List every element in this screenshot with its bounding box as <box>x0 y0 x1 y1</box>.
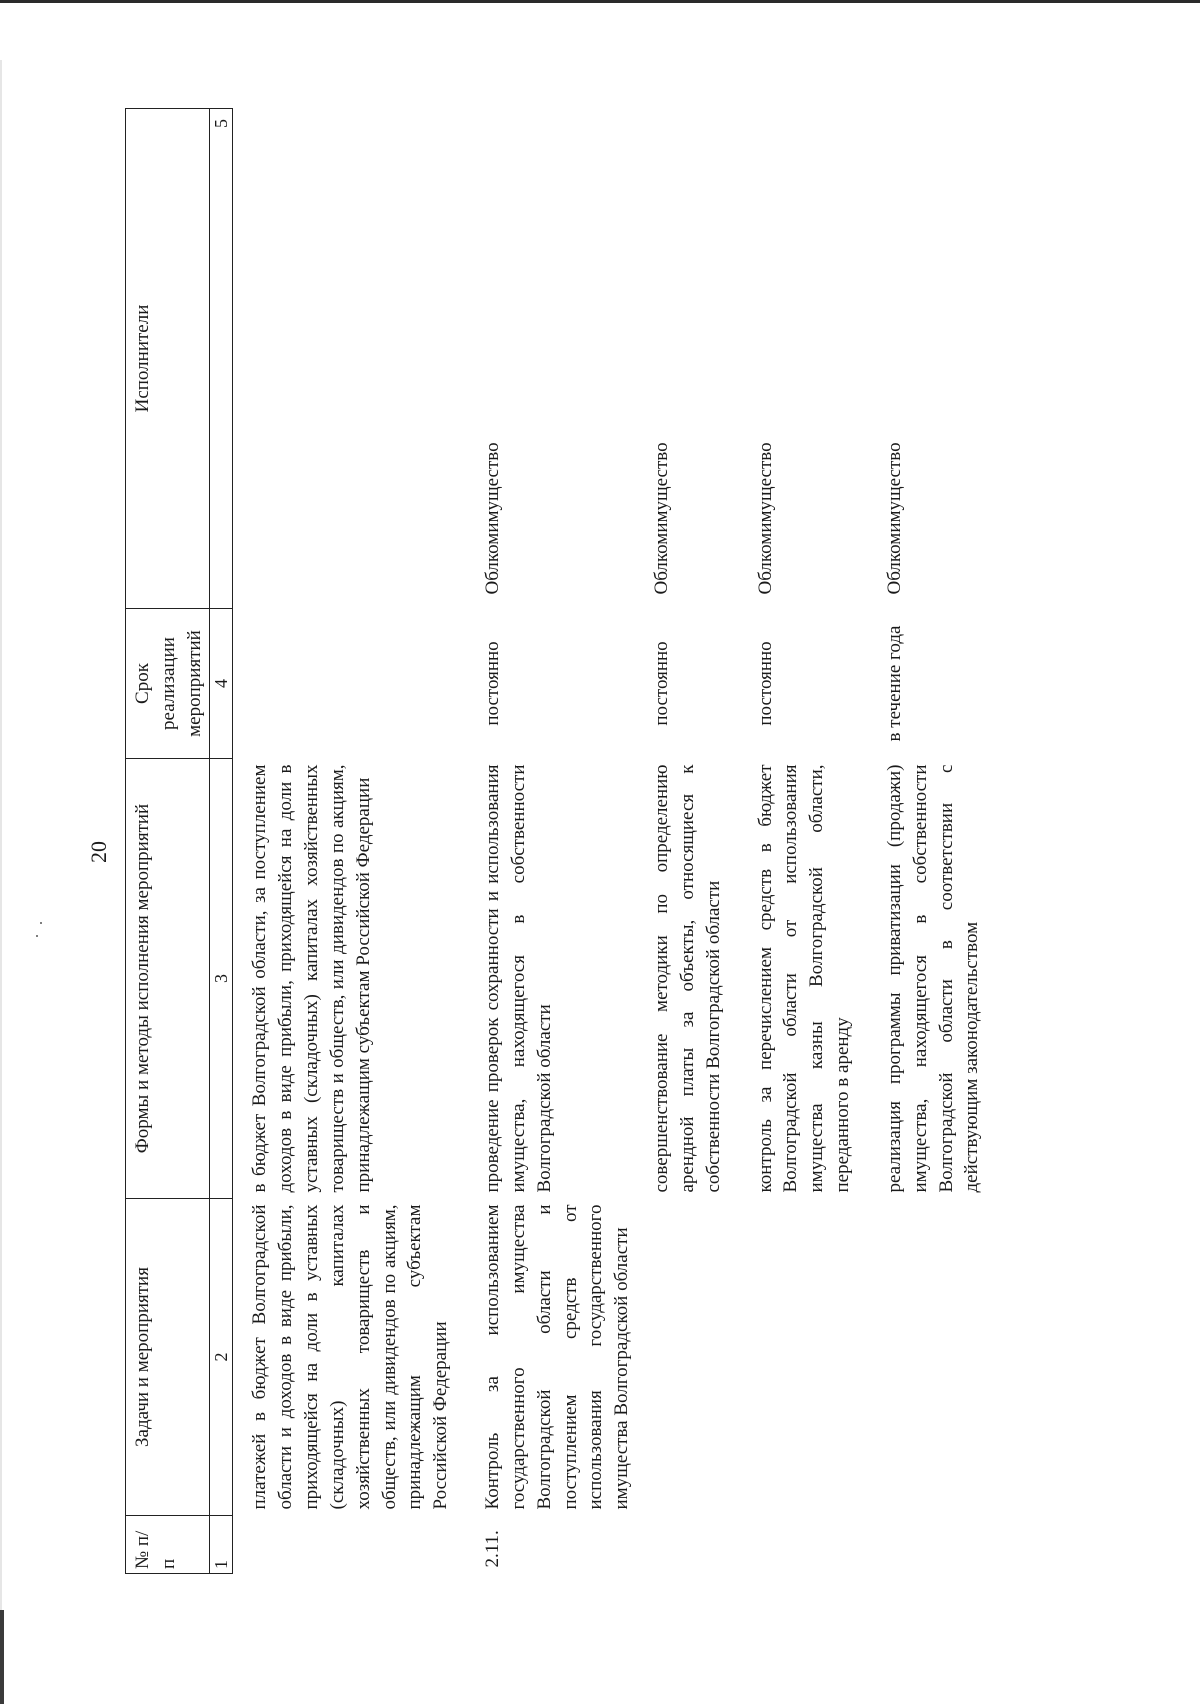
form-cell: контроль за перечислением средств в бюджет Волгоградской области от использования имущества казны Волгоградской области, переданного в аренду <box>754 764 854 1193</box>
term-cell: постоянно <box>651 641 673 726</box>
row-number <box>247 1516 454 1574</box>
task-cell: Контроль за использованием государственного имущества Волгоградской области и поступлением средств от использования государственного имущества Волгоградской области <box>482 1204 633 1510</box>
column-number: 1 <box>210 1516 233 1574</box>
column-number: 5 <box>210 109 233 609</box>
task-cell: платежей в бюджет Волгоградской области и доходов в виде прибыли, приходящейся на доли в уставных (складочных) капиталах хозяйственных товариществ и обществ, или дивидендов по акциям, принадлежащим субъектам Российской Федерации <box>249 1204 452 1510</box>
table-header-row <box>126 109 210 1574</box>
row-number: 2.11. <box>482 1530 504 1568</box>
executor-cell: Облкомимущество <box>651 442 673 595</box>
row-number <box>882 1516 985 1574</box>
form-cell: реализация программы приватизации (продажи) имущества, находящегося в собственности Волгоградской области в соответствии с действующим законодательством <box>883 764 983 1193</box>
term-cell: постоянно <box>482 641 504 726</box>
task-cell <box>882 1199 985 1516</box>
header-tasks: Задачи и мероприятия <box>126 1199 210 1516</box>
column-number-row <box>210 109 233 1574</box>
header-executors: Исполнители <box>126 109 210 609</box>
term-cell <box>247 609 454 759</box>
form-cell: совершенствование методики по определению арендной платы за объекты, относящиеся к собственности Волгоградской области <box>651 764 724 1193</box>
executor-cell: Облкомимущество <box>883 442 905 595</box>
form-cell: проведение проверок сохранности и использования имущества, находящегося в собственности Волгоградской области <box>482 764 555 1193</box>
page-number: 20 <box>86 841 111 863</box>
column-number: 4 <box>210 609 233 759</box>
task-cell <box>753 1199 856 1516</box>
column-number: 3 <box>210 759 233 1199</box>
row-number <box>753 1516 856 1574</box>
column-number: 2 <box>210 1199 233 1516</box>
term-cell: постоянно <box>754 641 776 726</box>
table-row <box>882 109 985 1574</box>
table-row <box>753 109 856 1574</box>
table-row <box>649 109 726 1574</box>
activities-table <box>125 108 985 1574</box>
term-cell: в течение года <box>883 625 905 742</box>
executor-cell: Облкомимущество <box>482 442 504 595</box>
executor-cell: Облкомимущество <box>754 442 776 595</box>
task-cell <box>649 1199 726 1516</box>
header-forms: Формы и методы исполнения мероприятий <box>126 759 210 1199</box>
table-row <box>480 109 635 1574</box>
form-cell: в бюджет Волгоградской области, за поступлением доходов в виде прибыли, приходящейся на доли в уставных (складочных) капиталах хозяйственных товариществ и обществ, или дивидендов по акциям, принадлежащим субъектам Российской Федерации <box>249 764 374 1193</box>
header-term: Срок реализации мероприятий <box>126 609 210 759</box>
table-row <box>247 109 454 1574</box>
executor-cell <box>247 109 454 609</box>
row-number <box>649 1516 726 1574</box>
header-num: № п/п <box>126 1516 210 1574</box>
